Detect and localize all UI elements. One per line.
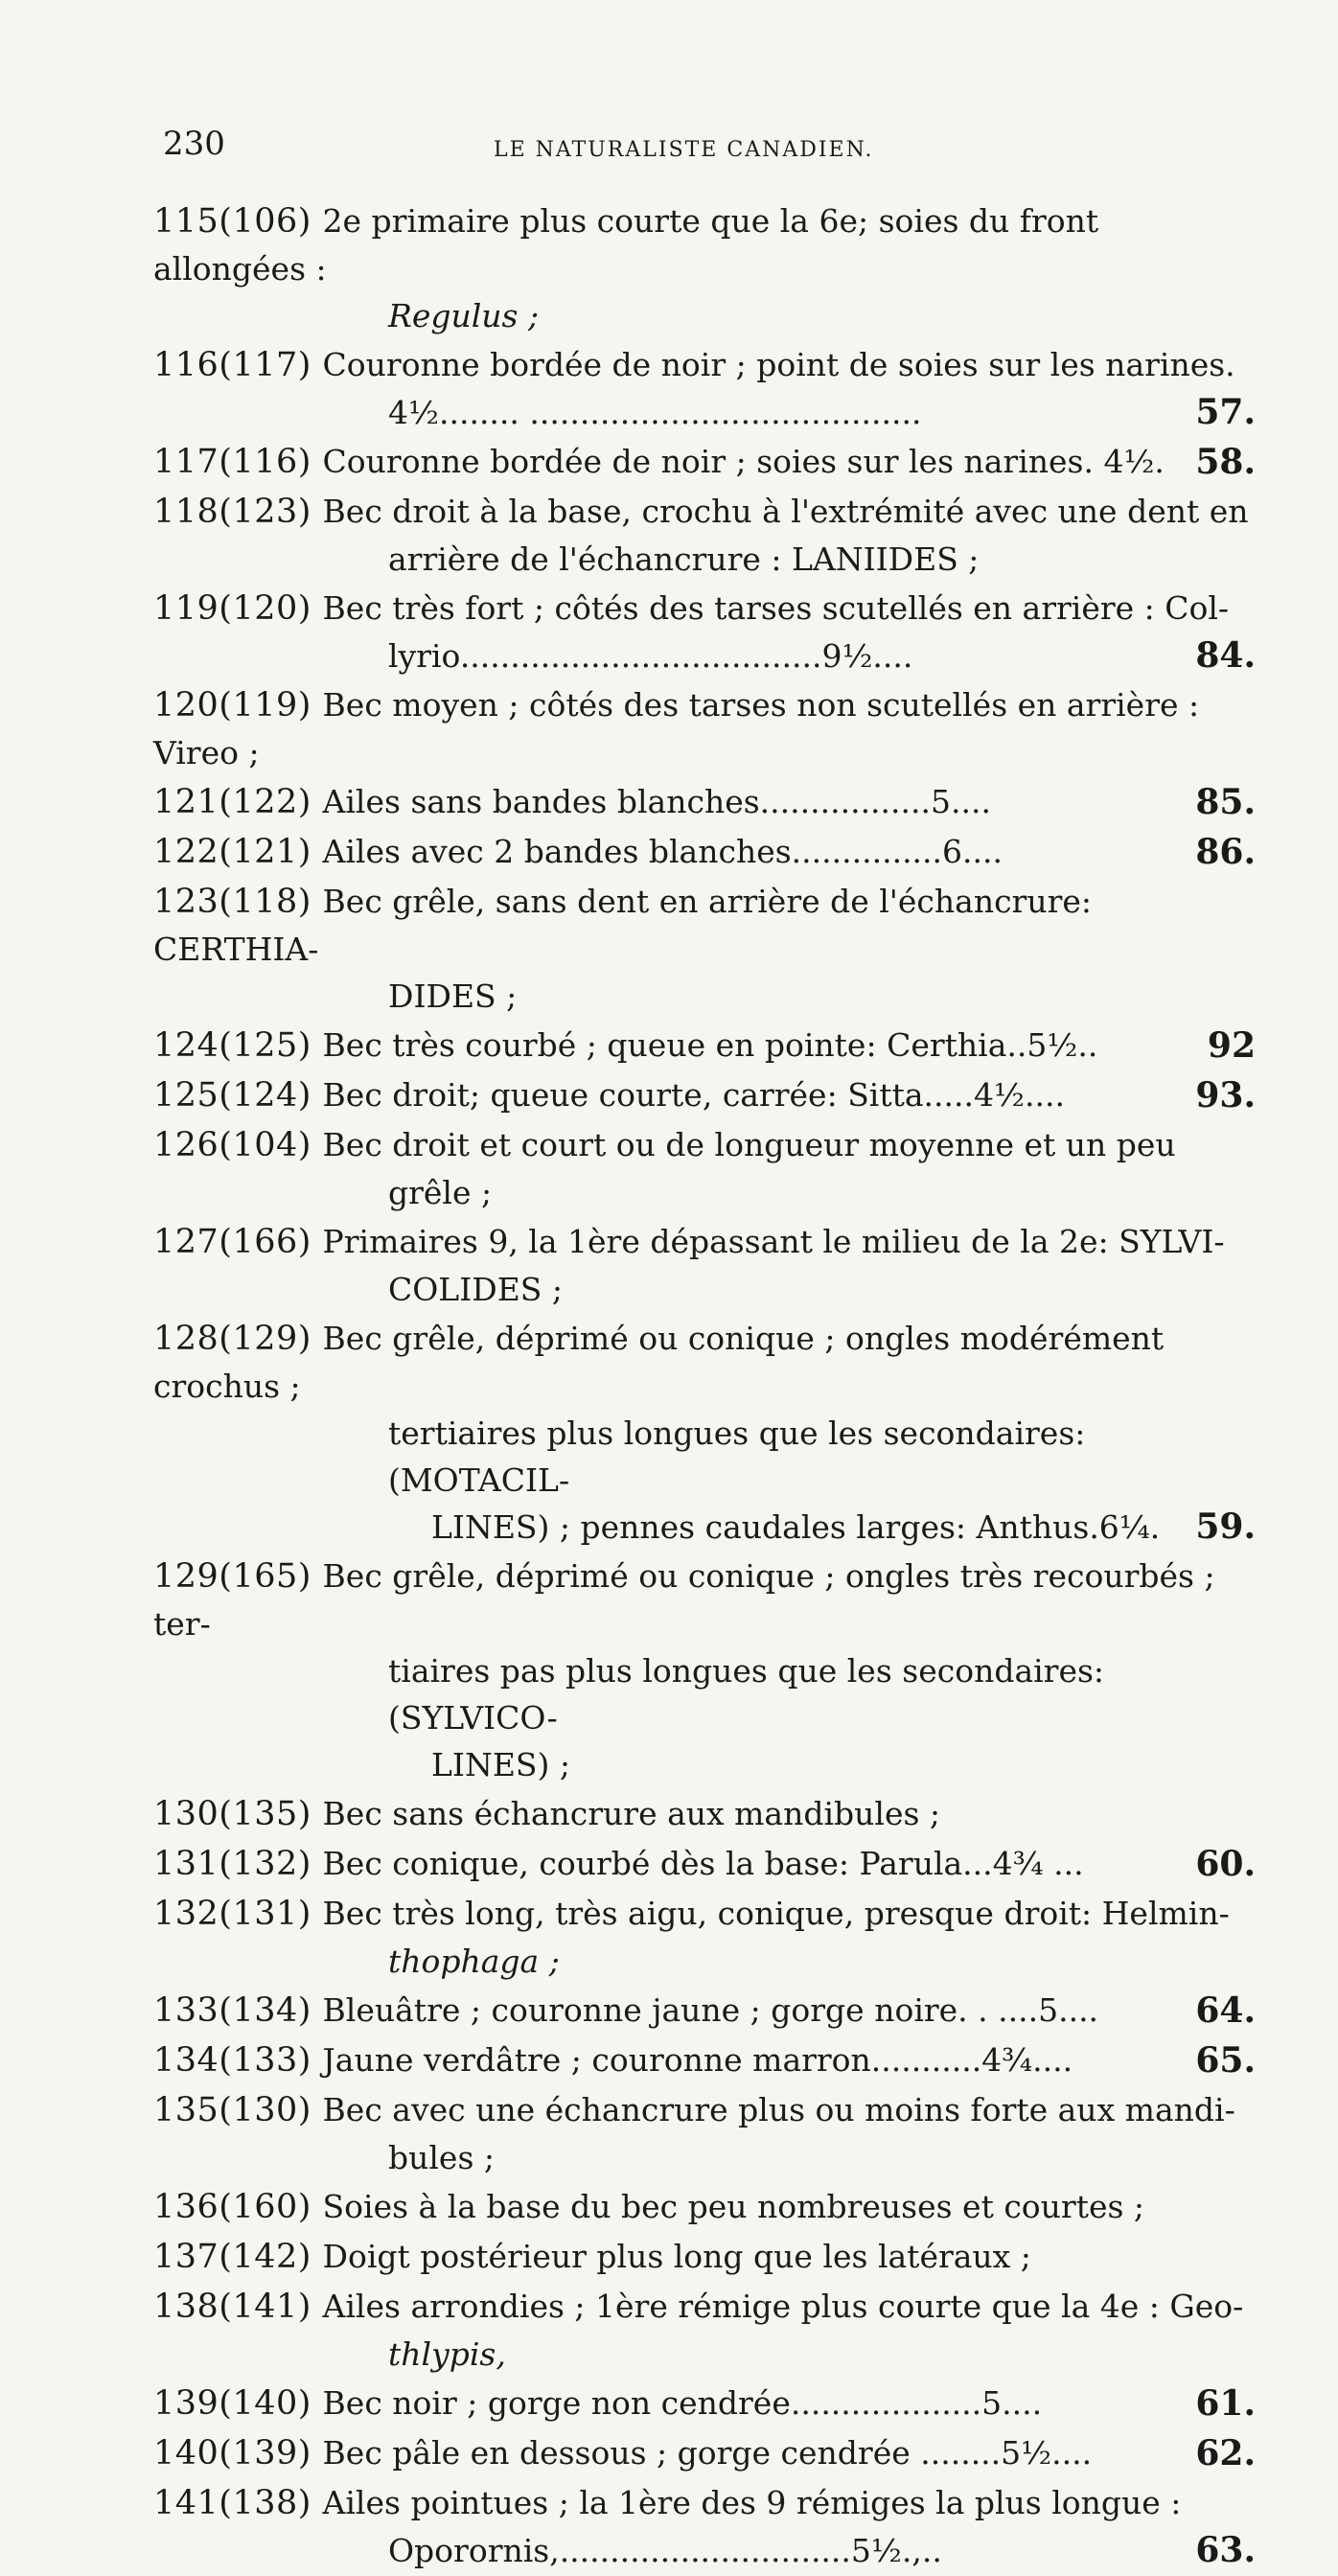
entry-number: 133(134): [153, 1991, 323, 2030]
entry-text: Couronne bordée de noir ; point de soies sur les narines.: [322, 346, 1235, 383]
entry-text: Bec droit; queue courte, carrée: Sitta.....4½....: [322, 1076, 1065, 1114]
entry-continuation: LINES) ;: [431, 1746, 571, 1783]
entry-text: Ailes sans bandes blanches.................5....: [322, 783, 991, 820]
entry-continuation: thlypis,: [388, 2335, 506, 2373]
entry-number: 118(123): [153, 493, 323, 531]
key-entry: [153, 1790, 1256, 1838]
entry-text: Doigt postérieur plus long que les latéraux ;: [322, 2238, 1031, 2275]
key-entry: [153, 2283, 1256, 2378]
entry-text: Bec très courbé ; queue en pointe: Certhia..5½..: [322, 1026, 1098, 1064]
key-entry: [153, 2479, 1256, 2574]
entry-text: Bec droit et court ou de longueur moyenne et un peu: [322, 1126, 1176, 1163]
species-reference-number: 93.: [1195, 1075, 1256, 1116]
species-reference-number: 86.: [1195, 832, 1256, 872]
entry-text: 2e primaire plus courte que la 6e; soies du front allongées :: [153, 202, 1099, 288]
entry-text: Bec noir ; gorge non cendrée...................5....: [322, 2384, 1043, 2422]
key-entry: [153, 2086, 1256, 2181]
entry-text: Primaires 9, la 1ère dépassant le milieu de la 2e: SYLVI-: [322, 1223, 1225, 1260]
page-number: 230: [163, 125, 225, 163]
entry-number: 124(125): [153, 1026, 323, 1065]
entry-continuation: DIDES ;: [388, 978, 518, 1015]
entry-continuation: grêle ;: [388, 1174, 493, 1211]
entry-text: Ailes pointues ; la 1ère des 9 rémiges la plus longue :: [322, 2484, 1182, 2521]
species-reference-number: 92: [1207, 1025, 1256, 1066]
entry-text: Bec très long, très aigu, conique, presque droit: Helmin-: [322, 1895, 1230, 1932]
entry-continuation: Regulus ;: [388, 297, 540, 334]
key-entry: [153, 1315, 1256, 1551]
entry-number: 129(165): [153, 1557, 323, 1596]
entry-number: 136(160): [153, 2188, 323, 2226]
species-reference-number: 63.: [1195, 2530, 1256, 2570]
species-reference-number: 65.: [1195, 2040, 1256, 2081]
entry-text: Ailes arrondies ; 1ère rémige plus courte que la 4e : Geo-: [322, 2288, 1244, 2325]
entry-number: 122(121): [153, 833, 323, 871]
key-entries: [153, 197, 1256, 2576]
key-entry: [153, 1121, 1256, 1216]
entry-continuation: COLIDES ;: [388, 1271, 564, 1308]
species-reference-number: 59.: [1195, 1506, 1256, 1547]
key-entry: [153, 1552, 1256, 1788]
entry-text: Bleuâtre ; couronne jaune ; gorge noire. . ....5....: [322, 1991, 1099, 2029]
entry-text: Soies à la base du bec peu nombreuses et courtes ;: [322, 2188, 1145, 2225]
entry-text: Bec grêle, déprimé ou conique ; ongles très recourbés ; ter-: [153, 1557, 1215, 1643]
entry-number: 140(139): [153, 2434, 323, 2472]
key-entry: [153, 878, 1256, 1020]
key-entry: [153, 1890, 1256, 1985]
key-entry: [153, 1071, 1256, 1119]
entry-number: 131(132): [153, 1845, 323, 1883]
entry-number: 115(106): [153, 202, 323, 241]
entry-number: 137(142): [153, 2238, 323, 2276]
entry-text: Bec très fort ; côtés des tarses scutellés en arrière : Col-: [322, 589, 1230, 627]
entry-continuation: tiaires pas plus longues que les secondaires: (SYLVICO-: [388, 1652, 1105, 1736]
key-entry: [153, 2036, 1256, 2084]
species-reference-number: 64.: [1195, 1990, 1256, 2031]
entry-continuation: arrière de l'échancrure : LANIIDES ;: [388, 540, 980, 578]
entry-text: Ailes avec 2 bandes blanches...............6....: [322, 833, 1003, 870]
entry-number: 120(119): [153, 686, 323, 724]
entry-number: 128(129): [153, 1320, 323, 1358]
entry-continuation: Oporornis,.............................5½.,..: [388, 2532, 942, 2569]
entry-number: 134(133): [153, 2041, 323, 2080]
key-entry: [153, 681, 1256, 776]
species-reference-number: 58.: [1195, 442, 1256, 482]
entry-text: Bec avec une échancrure plus ou moins forte aux mandi-: [322, 2091, 1235, 2128]
key-entry: [153, 2233, 1256, 2281]
entry-number: 138(141): [153, 2288, 323, 2326]
key-entry: [153, 585, 1256, 679]
key-entry: [153, 828, 1256, 876]
key-entry: [153, 1218, 1256, 1313]
entry-number: 117(116): [153, 443, 323, 481]
entry-continuation: lyrio....................................9½....: [388, 637, 913, 675]
entry-number: 121(122): [153, 783, 323, 821]
key-entry: [153, 1987, 1256, 2035]
entry-number: 139(140): [153, 2384, 323, 2423]
key-entry: [153, 488, 1256, 583]
entry-number: 127(166): [153, 1223, 323, 1261]
species-reference-number: 57.: [1195, 392, 1256, 432]
species-reference-number: 60.: [1195, 1844, 1256, 1884]
entry-text: Bec grêle, déprimé ou conique ; ongles modérément crochus ;: [153, 1320, 1165, 1405]
entry-number: 126(104): [153, 1126, 323, 1164]
species-reference-number: 61.: [1195, 2383, 1256, 2424]
entry-continuation: thophaga ;: [388, 1943, 560, 1980]
entry-number: 125(124): [153, 1076, 323, 1115]
key-entry: [153, 341, 1256, 436]
key-entry: [153, 2429, 1256, 2477]
entry-continuation: 4½........ .......................................: [388, 394, 922, 431]
entry-text: Bec pâle en dessous ; gorge cendrée ........5½....: [322, 2434, 1093, 2472]
entry-number: 132(131): [153, 1895, 323, 1933]
entry-number: 141(138): [153, 2484, 323, 2522]
entry-number: 116(117): [153, 346, 323, 384]
key-entry: [153, 1022, 1256, 1070]
key-entry: [153, 197, 1256, 339]
entry-continuation: LINES) ; pennes caudales larges: Anthus.6¼.: [431, 1508, 1161, 1546]
entry-text: Bec grêle, sans dent en arrière de l'échancrure: CERTHIA-: [153, 883, 1093, 968]
species-reference-number: 84.: [1195, 635, 1256, 676]
key-entry: [153, 778, 1256, 826]
entry-continuation: bules ;: [388, 2139, 496, 2176]
species-reference-number: 85.: [1195, 782, 1256, 822]
species-reference-number: 62.: [1195, 2433, 1256, 2473]
entry-text: Jaune verdâtre ; couronne marron...........4¾....: [322, 2041, 1073, 2079]
entry-text: Bec sans échancrure aux mandibules ;: [322, 1795, 941, 1832]
key-entry: [153, 2380, 1256, 2427]
key-entry: [153, 1840, 1256, 1888]
entry-text: Bec moyen ; côtés des tarses non scutellés en arrière : Vireo ;: [153, 686, 1200, 771]
entry-text: Couronne bordée de noir ; soies sur les narines. 4½.: [322, 443, 1165, 480]
page-header: [163, 125, 1265, 172]
entry-text: Bec conique, courbé dès la base: Parula...4¾ ...: [322, 1845, 1084, 1882]
key-entry: [153, 438, 1256, 486]
entry-text: Bec droit à la base, crochu à l'extrémité avec une dent en: [322, 493, 1249, 530]
entry-number: 119(120): [153, 589, 323, 628]
entry-continuation: tertiaires plus longues que les secondaires: (MOTACIL-: [388, 1414, 1086, 1499]
key-entry: [153, 2183, 1256, 2231]
entry-number: 135(130): [153, 2091, 323, 2129]
running-title: LE NATURALISTE CANADIEN.: [494, 138, 874, 162]
entry-number: 123(118): [153, 883, 323, 921]
entry-number: 130(135): [153, 1795, 323, 1833]
